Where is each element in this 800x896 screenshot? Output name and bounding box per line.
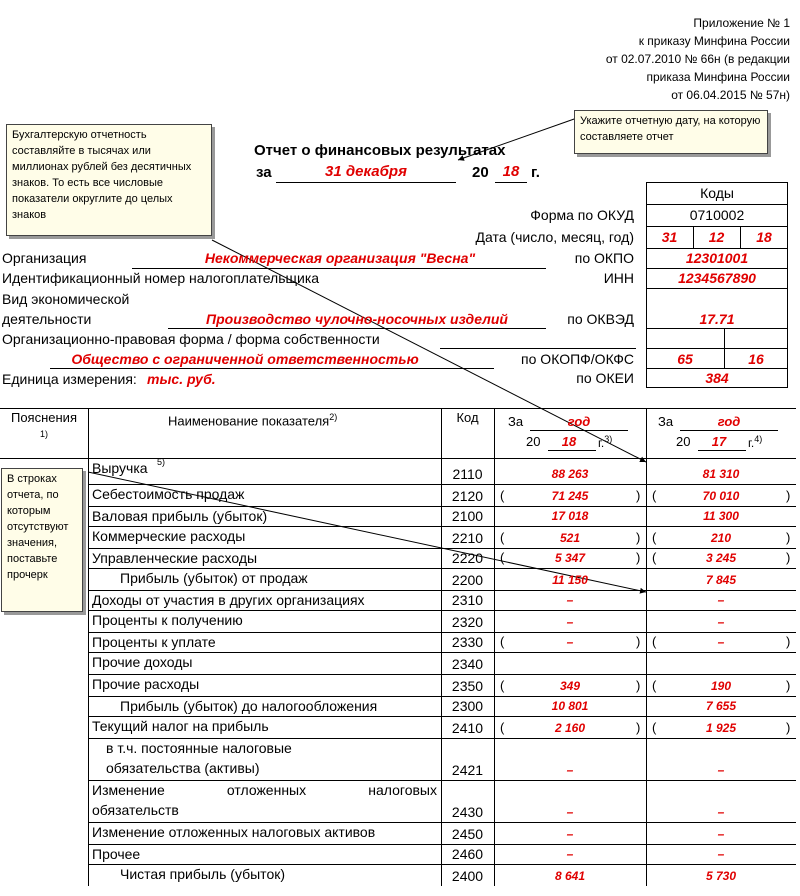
paren-open: ( (500, 720, 505, 735)
row-name: Прочие расходы (92, 676, 200, 692)
row-current-value: 71 245 (551, 489, 589, 503)
row-previous-value: – (717, 635, 725, 649)
row-current-value: 521 (559, 531, 581, 545)
paren-close: ) (786, 678, 791, 693)
row-current-value: 17 018 (551, 509, 589, 523)
date-label: Дата (число, месяц, год) (475, 229, 634, 245)
row-name: Доходы от участия в других организациях (92, 592, 365, 608)
codes-line (646, 288, 788, 289)
row-separator (88, 844, 796, 845)
paren-open: ( (500, 634, 505, 649)
paren-open: ( (652, 488, 657, 503)
col-cur-year-suffix-text: г. (598, 436, 605, 450)
okfs-value: 16 (748, 351, 764, 367)
row-separator (88, 568, 796, 569)
codes-line (646, 368, 788, 369)
paren-close: ) (786, 488, 791, 503)
org-value: Некоммерческая организация "Весна" (204, 250, 476, 266)
row-separator (88, 652, 796, 653)
row-current-value: – (566, 763, 574, 777)
row-name-line1: Изменение отложенных налоговых (92, 782, 437, 798)
paren-open: ( (652, 530, 657, 545)
col-name-sup: 2) (329, 412, 338, 422)
paren-open: ( (652, 550, 657, 565)
codes-line (646, 248, 788, 249)
row-code: 2210 (451, 530, 484, 546)
okpo-value: 12301001 (685, 250, 749, 266)
paren-open: ( (652, 634, 657, 649)
activity-label-1: Вид экономической (2, 291, 130, 307)
col-notes-header (0, 410, 88, 440)
paren-close: ) (786, 720, 791, 735)
col-prev-year-suffix-text: г. (748, 436, 755, 450)
codes-line (646, 226, 788, 227)
row-current-value: 2 160 (554, 721, 586, 735)
form-underline-2 (50, 368, 494, 369)
row-previous-value: 81 310 (702, 467, 740, 481)
row-code: 2330 (451, 634, 484, 650)
row-current-value: 88 263 (551, 467, 589, 481)
row-current-value: – (566, 593, 574, 607)
paren-close: ) (636, 550, 641, 565)
paren-open: ( (500, 488, 505, 503)
unit-label: Единица измерения: (2, 371, 137, 387)
row-name: Прочие доходы (92, 654, 193, 670)
row-code: 2200 (451, 572, 484, 588)
row-code: 2110 (452, 466, 483, 482)
inn-label: Идентификационный номер налогоплательщика (2, 270, 320, 286)
row-previous-value: 11 300 (703, 509, 739, 523)
row-previous-value: 70 010 (702, 489, 740, 503)
row-separator (88, 548, 796, 549)
col-cur-year-suffix (598, 434, 612, 450)
row-code: 2450 (451, 826, 484, 842)
row-code: 2460 (451, 846, 484, 862)
year-underline (495, 182, 527, 183)
row-code: 2300 (451, 698, 484, 714)
row-separator (88, 696, 796, 697)
row-name-line2: обязательства (активы) (106, 760, 260, 776)
col-prev-za: За (658, 414, 674, 429)
row-separator (88, 864, 796, 865)
row-name: Изменение отложенных налоговых активов (92, 824, 376, 840)
col-notes-sup: 1) (39, 429, 48, 439)
row-previous-value: – (717, 763, 725, 777)
row-previous-value: 1 925 (705, 721, 737, 735)
okopf-value: 65 (677, 351, 693, 367)
row-code: 2421 (451, 762, 484, 778)
row-previous-value: – (717, 827, 725, 841)
unit-value: тыс. руб. (147, 371, 216, 387)
prev-year-underline (698, 450, 746, 451)
row-name: Коммерческие расходы (92, 528, 246, 544)
activity-value: Производство чулочно-носочных изделий (206, 311, 508, 327)
row-previous-value: – (717, 593, 725, 607)
note-dash: В строках отчета, по которым отсутствуют значения, поставьте прочерк (1, 468, 83, 612)
col-notes-label: Пояснения (10, 410, 77, 425)
paren-close: ) (786, 530, 791, 545)
row-separator (88, 674, 796, 675)
row-separator (88, 780, 796, 781)
okei-label: по ОКЕИ (576, 370, 634, 386)
report-date: 31 декабря (325, 163, 407, 180)
codes-line (646, 328, 788, 329)
col-prev-year: 17 (711, 434, 727, 449)
okud-value: 0710002 (689, 207, 745, 223)
row-name: Валовая прибыль (убыток) (92, 508, 268, 524)
paren-close: ) (636, 530, 641, 545)
okpo-label: по ОКПО (574, 250, 634, 266)
row-code: 2120 (451, 488, 484, 504)
paren-open: ( (652, 720, 657, 735)
paren-close: ) (786, 550, 791, 565)
row-code: 2100 (451, 508, 484, 524)
row-code: 2350 (451, 678, 484, 694)
col-cur-year: 18 (561, 434, 577, 449)
row-current-value: 8 641 (554, 869, 586, 883)
codes-title: Коды (700, 185, 734, 201)
year-suffix: г. (531, 164, 540, 181)
row-code: 2400 (451, 868, 484, 884)
row-current-value: 349 (559, 679, 581, 693)
row-separator (88, 738, 796, 739)
org-underline (132, 268, 546, 269)
row-previous-value: – (717, 805, 725, 819)
paren-open: ( (500, 550, 505, 565)
inn-value: 1234567890 (678, 270, 756, 286)
note-units: Бухгалтерскую отчетность составляйте в тысячах или миллионах рублей без десятичных знаков. То есть все числовые показатели округлите до целых знаков (6, 124, 212, 236)
for-label: за (256, 164, 272, 181)
report-title: Отчет о финансовых результатах (254, 142, 506, 159)
row-code: 2410 (451, 720, 484, 736)
date-day: 31 (661, 229, 678, 245)
okud-label: Форма по ОКУД (530, 207, 634, 223)
appendix-line3: от 02.07.2010 № 66н (в редакции (605, 52, 790, 66)
col-prev-sup: 4) (754, 434, 763, 444)
appendix-line5: от 06.04.2015 № 57н) (671, 88, 790, 102)
codes-line (646, 348, 788, 349)
row-name: Проценты к уплате (92, 634, 216, 650)
row-code: 2430 (451, 804, 484, 820)
row-code: 2320 (451, 614, 484, 630)
report-year: 18 (502, 163, 520, 180)
date-month: 12 (708, 229, 725, 245)
col-cur-sup: 3) (604, 434, 613, 444)
col-code-header: Код (456, 410, 479, 425)
inn-code-label: ИНН (603, 270, 634, 286)
form-value: Общество с ограниченной ответственностью (71, 351, 419, 367)
paren-close: ) (636, 720, 641, 735)
row-code: 2310 (451, 592, 484, 608)
row-separator (88, 632, 796, 633)
row-previous-value: 7 655 (705, 699, 737, 713)
col-cur-za: За (508, 414, 524, 429)
codes-line (646, 204, 788, 205)
row-name-sup: 5) (157, 457, 166, 467)
row-name: Чистая прибыль (убыток) (120, 866, 286, 882)
row-current-value: 10 801 (551, 699, 589, 713)
row-previous-value: 7 845 (705, 573, 737, 587)
paren-open: ( (500, 530, 505, 545)
col-prev-period: год (717, 414, 741, 429)
paren-close: ) (636, 634, 641, 649)
row-separator (88, 484, 796, 485)
row-previous-value: 190 (710, 679, 732, 693)
row-previous-value: – (717, 615, 725, 629)
prev-period-underline (680, 430, 778, 431)
row-name: Прибыль (убыток) от продаж (120, 570, 308, 586)
okved-value: 17.71 (699, 311, 735, 327)
row-name: Текущий налог на прибыль (92, 718, 269, 734)
row-name: Проценты к получению (92, 612, 243, 628)
row-separator (88, 716, 796, 717)
table-line (0, 458, 796, 459)
paren-close: ) (636, 488, 641, 503)
row-previous-value: 3 245 (705, 551, 737, 565)
org-label: Организация (2, 250, 87, 266)
col-prev-year-suffix (748, 434, 762, 450)
row-separator (88, 610, 796, 611)
year-prefix: 20 (472, 164, 489, 181)
activity-underline (168, 328, 546, 329)
okei-value: 384 (705, 370, 729, 386)
paren-open: ( (652, 678, 657, 693)
paren-close: ) (636, 678, 641, 693)
row-name-line2: обязательств (92, 802, 179, 818)
row-separator (88, 506, 796, 507)
row-current-value: – (566, 635, 574, 649)
row-separator (88, 526, 796, 527)
col-cur-period: год (567, 414, 591, 429)
col-name-header (168, 412, 337, 428)
form-label: Организационно-правовая форма / форма собственности (2, 331, 380, 347)
paren-close: ) (786, 634, 791, 649)
codes-line (646, 268, 788, 269)
paren-open: ( (500, 678, 505, 693)
row-current-value: 11 150 (552, 573, 588, 587)
activity-label-2: деятельности (2, 311, 92, 327)
cur-year-underline (548, 450, 596, 451)
date-year: 18 (756, 229, 772, 245)
row-current-value: – (566, 805, 574, 819)
table-line (0, 408, 796, 409)
appendix-line1: Приложение № 1 (693, 16, 790, 30)
row-code: 2340 (451, 656, 484, 672)
row-name: Прочее (92, 846, 141, 862)
date-underline (276, 182, 456, 183)
row-previous-value: 5 730 (705, 869, 737, 883)
note-date: Укажите отчетную дату, на которую составляете отчет (574, 110, 768, 154)
table-vline (88, 408, 89, 886)
row-name-line1: в т.ч. постоянные налоговые (106, 740, 292, 756)
form-underline-1 (440, 348, 636, 349)
row-name: Прибыль (убыток) до налогообложения (120, 698, 378, 714)
row-separator (88, 590, 796, 591)
okopf-label: по ОКОПФ/ОКФС (521, 351, 634, 367)
row-previous-value: 210 (710, 531, 732, 545)
col-name-label: Наименование показателя (168, 413, 330, 429)
row-name: Управленческие расходы (92, 550, 258, 566)
cur-period-underline (530, 430, 628, 431)
col-cur-year-prefix: 20 (526, 434, 541, 449)
col-prev-year-prefix: 20 (676, 434, 691, 449)
row-separator (88, 822, 796, 823)
row-current-value: – (566, 615, 574, 629)
row-current-value: 5 347 (554, 551, 586, 565)
row-previous-value: – (717, 847, 725, 861)
row-current-value: – (566, 847, 574, 861)
appendix-line4: приказа Минфина России (646, 70, 790, 84)
row-name: Себестоимость продаж (92, 486, 245, 502)
row-name: Выручка (92, 460, 148, 476)
okved-label: по ОКВЭД (567, 311, 634, 327)
appendix-line2: к приказу Минфина России (638, 34, 790, 48)
row-code: 2220 (451, 550, 484, 566)
row-current-value: – (566, 827, 574, 841)
